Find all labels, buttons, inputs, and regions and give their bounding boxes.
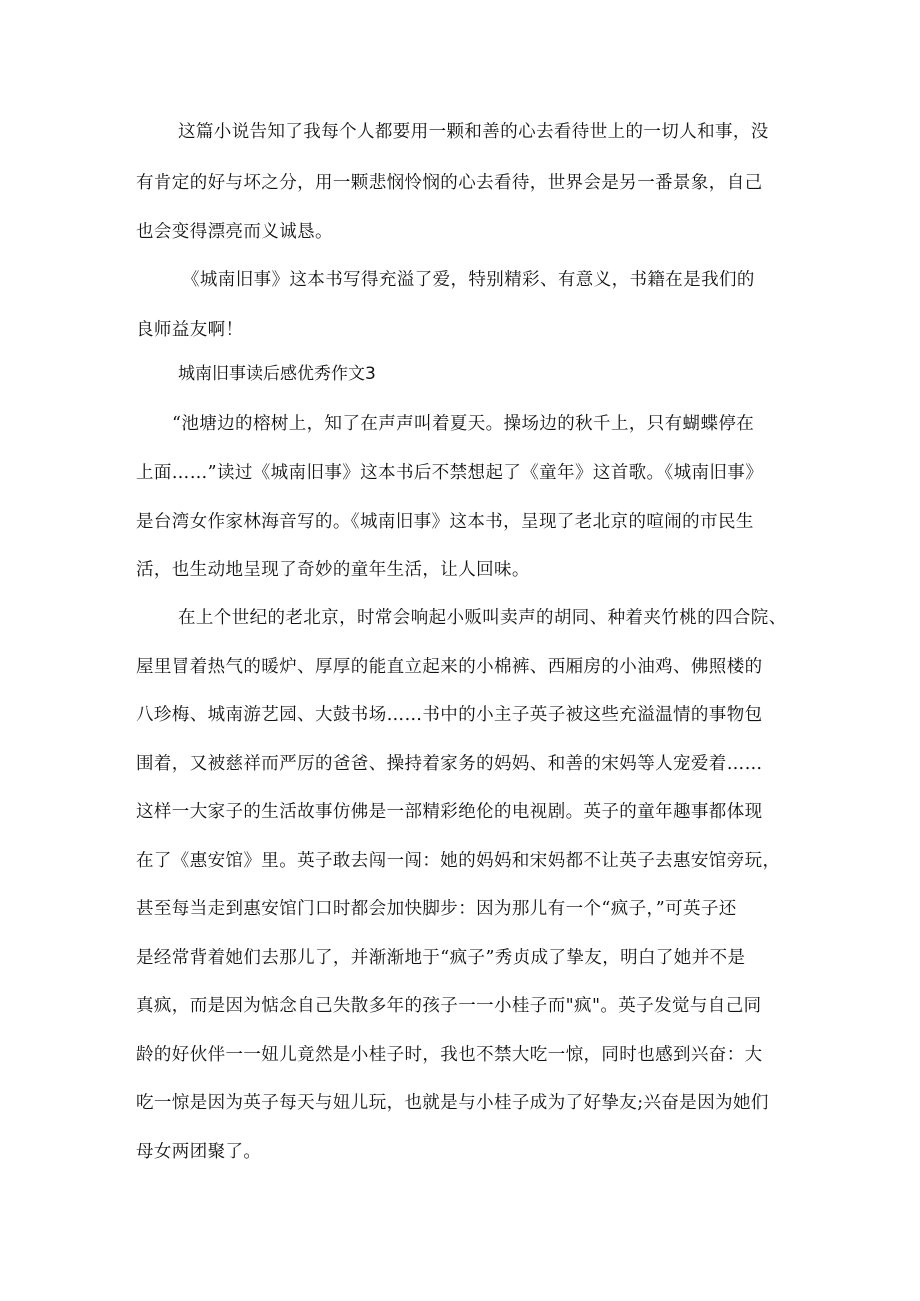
paragraph-3-line-4: 活，也生动地呈现了奇妙的童年生活，让人回味。 (136, 560, 530, 580)
paragraph-1-line-3: 也会变得漂亮而义诚恳。 (136, 222, 333, 242)
paragraph-4-line-11: 吃一惊是因为英子每天与妞儿玩，也就是与小桂子成为了好挚友;兴奋是因为她们 (136, 1093, 769, 1113)
paragraph-4-line-1: 在上个世纪的老北京，时常会响起小贩叫卖声的胡同、种着夹竹桃的四合院、 (178, 608, 787, 628)
paragraph-4-line-9: 真疯，而是因为惦念自己失散多年的孩子一一小桂子而"疯"。英子发觉与自己同 (136, 996, 762, 1016)
paragraph-4-line-6: 在了《惠安馆》里。英子敢去闯一闯：她的妈妈和宋妈都不让英子去惠安馆旁玩， (136, 851, 781, 871)
paragraph-4-line-8: 是经常背着她们去那儿了，并渐渐地于“疯子”秀贞成了挚友，明白了她并不是 (136, 948, 746, 968)
paragraph-4-line-4: 围着，又被慈祥而严厉的爸爸、操持着家务的妈妈、和善的宋妈等人宠爱着…… (136, 754, 763, 774)
paragraph-3-line-1: “池塘边的榕树上，知了在声声叫着夏天。操场边的秋千上，只有蝴蝶停在 (172, 414, 755, 434)
paragraph-4-line-10: 龄的好伙伴一一妞儿竟然是小桂子时，我也不禁大吃一惊，同时也感到兴奋：大 (136, 1045, 763, 1065)
paragraph-1-line-1: 这篇小说告知了我每个人都要用一颗和善的心去看待世上的一切人和事，没 (178, 122, 769, 142)
paragraph-2-line-1: 《城南旧事》这本书写得充溢了爱，特别精彩、有意义，书籍在是我们的 (182, 270, 755, 290)
paragraph-4-line-3: 八珍梅、城南游艺园、大鼓书场……书中的小主子英子被这些充溢温情的事物包 (136, 705, 763, 725)
paragraph-1-line-2: 有肯定的好与坏之分，用一颗悲悯怜悯的心去看待，世界会是另一番景象，自己 (136, 173, 763, 193)
paragraph-4-line-12: 母女两团聚了。 (136, 1142, 262, 1162)
paragraph-2-line-2: 良师益友啊！ (136, 320, 244, 340)
paragraph-4-line-7: 甚至每当走到惠安馆门口时都会加快脚步：因为那儿有一个“疯子，”可英子还 (136, 899, 737, 919)
paragraph-4-line-5: 这样一大家子的生活故事仿佛是一部精彩绝伦的电视剧。英子的童年趣事都体现 (136, 802, 763, 822)
paragraph-3-line-3: 是台湾女作家林海音写的。《城南旧事》这本书，呈现了老北京的喧闹的市民生 (136, 512, 754, 532)
paragraph-4-line-2: 屋里冒着热气的暖炉、厚厚的能直立起来的小棉裤、西厢房的小油鸡、佛照楼的 (136, 657, 763, 677)
paragraph-3-line-2: 上面……”读过《城南旧事》这本书后不禁想起了《童年》这首歌。《城南旧事》 (136, 463, 764, 483)
section-heading: 城南旧事读后感优秀作文3 (178, 364, 376, 384)
